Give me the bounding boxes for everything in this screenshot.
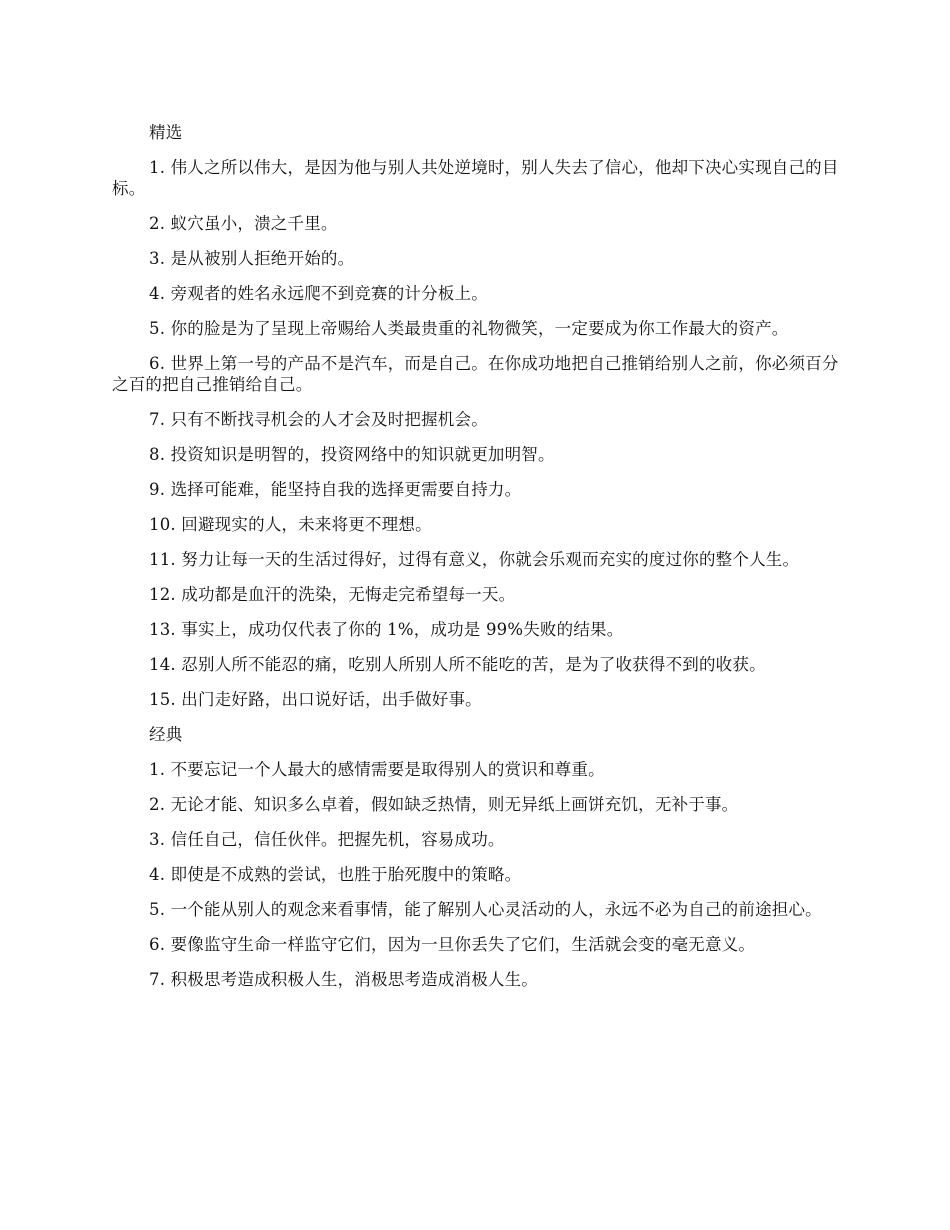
list-item: 2. 无论才能、知识多么卓着，假如缺乏热情，则无异纸上画饼充饥，无补于事。 bbox=[149, 795, 739, 814]
list-item: 5. 你的脸是为了呈现上帝赐给人类最贵重的礼物微笑，一定要成为你工作最大的资产。 bbox=[149, 319, 789, 338]
section-heading: 精选 bbox=[149, 123, 183, 142]
list-item: 3. 是从被别人拒绝开始的。 bbox=[149, 249, 355, 268]
document-body bbox=[112, 122, 840, 990]
list-item: 3. 信任自己，信任伙伴。把握先机，容易成功。 bbox=[149, 830, 505, 849]
list-item: 6. 世界上第一号的产品不是汽车，而是自己。在你成功地把自己推销给别人之前，你必须百分之百的把自己推销给自己。 bbox=[112, 354, 839, 394]
list-item: 7. 只有不断找寻机会的人才会及时把握机会。 bbox=[149, 410, 488, 429]
list-item: 14. 忍别人所不能忍的痛，吃别人所别人所不能吃的苦，是为了收获得不到的收获。 bbox=[149, 655, 766, 674]
list-item: 2. 蚁穴虽小，溃之千里。 bbox=[149, 214, 338, 233]
list-item: 13. 事实上，成功仅代表了你的 1%，成功是 99%失败的结果。 bbox=[149, 620, 624, 639]
section-heading: 经典 bbox=[149, 725, 183, 744]
list-item: 5. 一个能从别人的观念来看事情，能了解别人心灵活动的人，永远不必为自己的前途担心。 bbox=[149, 900, 822, 919]
list-item: 12. 成功都是血汗的洗染，无悔走完希望每一天。 bbox=[149, 585, 516, 604]
list-item: 10. 回避现实的人，未来将更不理想。 bbox=[149, 515, 432, 534]
list-item: 8. 投资知识是明智的，投资网络中的知识就更加明智。 bbox=[149, 445, 555, 464]
list-item: 9. 选择可能难，能坚持自我的选择更需要自持力。 bbox=[149, 480, 522, 499]
list-item: 4. 即使是不成熟的尝试，也胜于胎死腹中的策略。 bbox=[149, 865, 522, 884]
list-item: 1. 不要忘记一个人最大的感情需要是取得别人的赏识和尊重。 bbox=[149, 760, 605, 779]
list-item: 15. 出门走好路，出口说好话，出手做好事。 bbox=[149, 690, 482, 709]
list-item: 1. 伟人之所以伟大，是因为他与别人共处逆境时，别人失去了信心，他却下决心实现自己的目标。 bbox=[112, 158, 839, 198]
list-item: 7. 积极思考造成积极人生，消极思考造成消极人生。 bbox=[149, 970, 538, 989]
list-item: 6. 要像监守生命一样监守它们，因为一旦你丢失了它们，生活就会变的毫无意义。 bbox=[149, 935, 756, 954]
list-item: 4. 旁观者的姓名永远爬不到竞赛的计分板上。 bbox=[149, 284, 488, 303]
list-item: 11. 努力让每一天的生活过得好，过得有意义，你就会乐观而充实的度过你的整个人生。 bbox=[149, 550, 800, 569]
